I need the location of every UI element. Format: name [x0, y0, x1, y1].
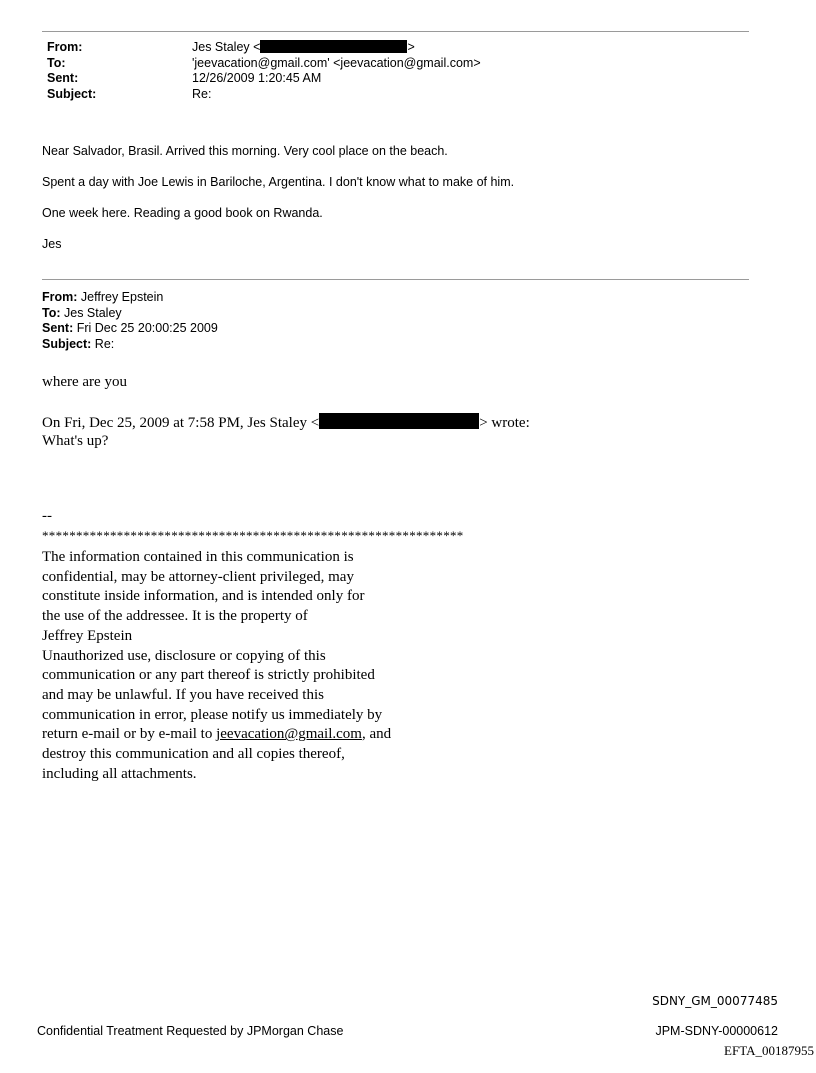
outer-email-signature: Jes — [42, 237, 62, 251]
top-divider — [42, 31, 749, 32]
redaction-box — [319, 413, 479, 429]
signature-dashes: -- — [42, 508, 52, 524]
inner-email-header — [42, 290, 218, 352]
to-value: 'jeevacation@gmail.com' <jeevacation@gmail.com> — [192, 55, 481, 70]
bates-jpm: JPM-SDNY-00000612 — [655, 1024, 778, 1038]
inner-sent-row: Sent: Fri Dec 25 20:00:25 2009 — [42, 321, 218, 335]
outer-email-header — [47, 40, 481, 102]
from-label: From: — [47, 40, 83, 54]
inner-from-row: From: Jeffrey Epstein — [42, 290, 164, 304]
middle-divider — [42, 279, 749, 280]
signature-stars: ************************************************************** — [42, 528, 464, 543]
to-row — [47, 56, 481, 72]
sent-row — [47, 71, 481, 87]
subject-row — [47, 87, 481, 103]
subject-label: Subject: — [47, 86, 97, 101]
sent-value: 12/26/2009 1:20:45 AM — [192, 71, 322, 85]
quote-body: What's up? — [42, 433, 109, 449]
from-row — [47, 40, 481, 56]
inner-email-body: where are you — [42, 374, 127, 390]
inner-to-row: To: Jes Staley — [42, 305, 122, 320]
sent-label: Sent: — [47, 71, 79, 85]
disclaimer: The information contained in this communication is confidential, may be attorney-client privileged, may constitute inside information, and is intended only for the use of the addressee. It is the property of Jeffrey Epstein Unauthorized use, disclosure or copying of this communication or any part thereof is strictly prohibited and may be unlawful. If you have received this communication in error, please notify us immediately by return e-mail or by e-mail to jeevacation@gmail.com, and destroy this communication and all copies thereof, including all attachments. — [42, 549, 392, 782]
confidential-notice: Confidential Treatment Requested by JPMorgan Chase — [37, 1024, 344, 1038]
bates-sdny-gm: SDNY_GM_00077485 — [652, 994, 778, 1008]
bates-efta: EFTA_00187955 — [724, 1043, 814, 1058]
to-label: To: — [47, 55, 66, 70]
outer-email-body-line-2: Spent a day with Joe Lewis in Bariloche, Argentina. I don't know what to make of him. — [42, 175, 515, 189]
subject-value: Re: — [192, 86, 212, 101]
inner-subject-row: Subject: Re: — [42, 336, 115, 351]
outer-email-body-line-3: One week here. Reading a good book on Rwanda. — [42, 206, 323, 220]
quote-header: On Fri, Dec 25, 2009 at 7:58 PM, Jes Staley < > wrote: — [42, 415, 530, 431]
redaction-box — [260, 40, 407, 53]
outer-email-body-line-1: Near Salvador, Brasil. Arrived this morning. Very cool place on the beach. — [42, 144, 448, 158]
email-link[interactable]: jeevacation@gmail.com — [216, 726, 362, 743]
from-value: Jes Staley < > — [192, 40, 415, 54]
